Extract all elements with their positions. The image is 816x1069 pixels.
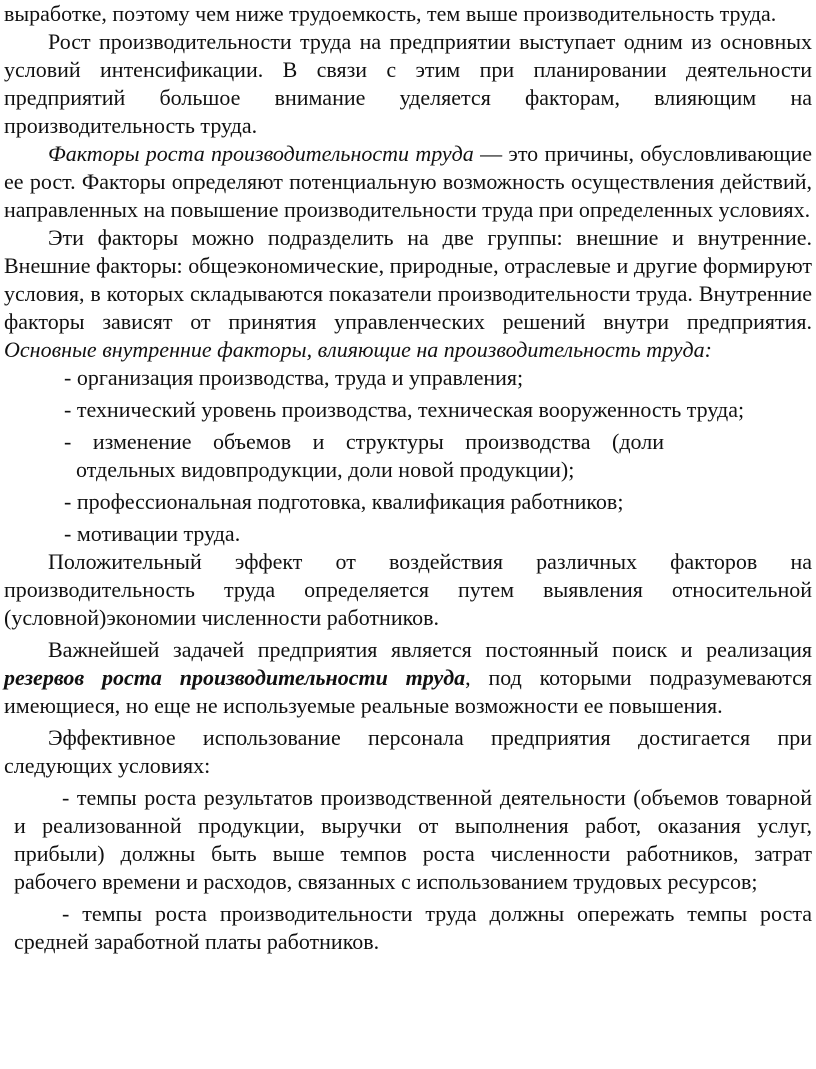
list-item: - технический уровень производства, техническая вооруженность труда; <box>64 397 745 422</box>
paragraph-factors-definition <box>4 140 812 224</box>
list-item: - профессиональная подготовка, квалификация работников; <box>64 489 624 514</box>
term-growth-factors: Факторы роста производительности труда <box>48 141 474 166</box>
reserves-text-start: Важнейшей задачей предприятия является постоянный поиск и реализация <box>48 637 812 662</box>
paragraph-reserves <box>4 636 812 720</box>
paragraph-personnel-use: Эффективное использование персонала предприятия достигается при следующих условиях: <box>4 725 812 778</box>
list-item: - темпы роста результатов производственной деятельности (объемов товарной и реализованной продукции, выручки от выполнения работ, оказания услуг, прибыли) должны быть выше темпов роста численности работников, затрат рабочего времени и расходов, связанных с использованием трудовых ресурсов; <box>14 785 812 894</box>
paragraph-positive-effect: Положительный эффект от воздействия различных факторов на производительность труда определяется путем выявления относительной (условной)экономии численности работников. <box>4 549 812 630</box>
list-item: - темпы роста производительности труда должны опережать темпы роста средней заработной платы работников. <box>14 901 812 954</box>
list-item: - изменение объемов и структуры производства (доли <box>64 429 665 454</box>
conditions-list <box>4 784 812 956</box>
list-item: - организация производства, труда и управления; <box>64 365 524 390</box>
internal-factors-heading: Основные внутренние факторы, влияющие на производительность труда: <box>4 337 712 362</box>
reserves-text-end: , под которыми подразумеваются имеющиеся, но еще не используемые реальные возможности ее повышения. <box>4 665 812 718</box>
paragraph-factor-groups <box>4 224 812 364</box>
factor-groups-text: Эти факторы можно подразделить на две группы: внешние и внутренние. Внешние факторы: общеэкономические, природные, отраслевые и другие формируют условия, в которых складываются показатели производительности труда. Внутренние факторы зависят от принятия управленческих решений внутри предприятия. <box>4 225 812 334</box>
list-item: - мотивации труда. <box>64 521 241 546</box>
list-item-continuation: отдельных видовпродукции, доли новой продукции); <box>76 457 575 482</box>
definition-text: — это причины, обусловливающие ее рост. Факторы определяют потенциальную возможность осуществления действий, направленных на повышение производительности труда при определенных условиях. <box>4 141 812 222</box>
paragraph-intro-continuation: выработке, поэтому чем ниже трудоемкость, тем выше производительность труда. <box>4 1 777 26</box>
paragraph-growth: Рост производительности труда на предприятии выступает одним из основных условий интенсификации. В связи с этим при планировании деятельности предприятий большое внимание уделяется факторам, влияющим на производительность труда. <box>4 29 812 138</box>
internal-factors-list <box>4 364 812 548</box>
term-reserves: резервов роста производительности труда <box>4 665 466 690</box>
